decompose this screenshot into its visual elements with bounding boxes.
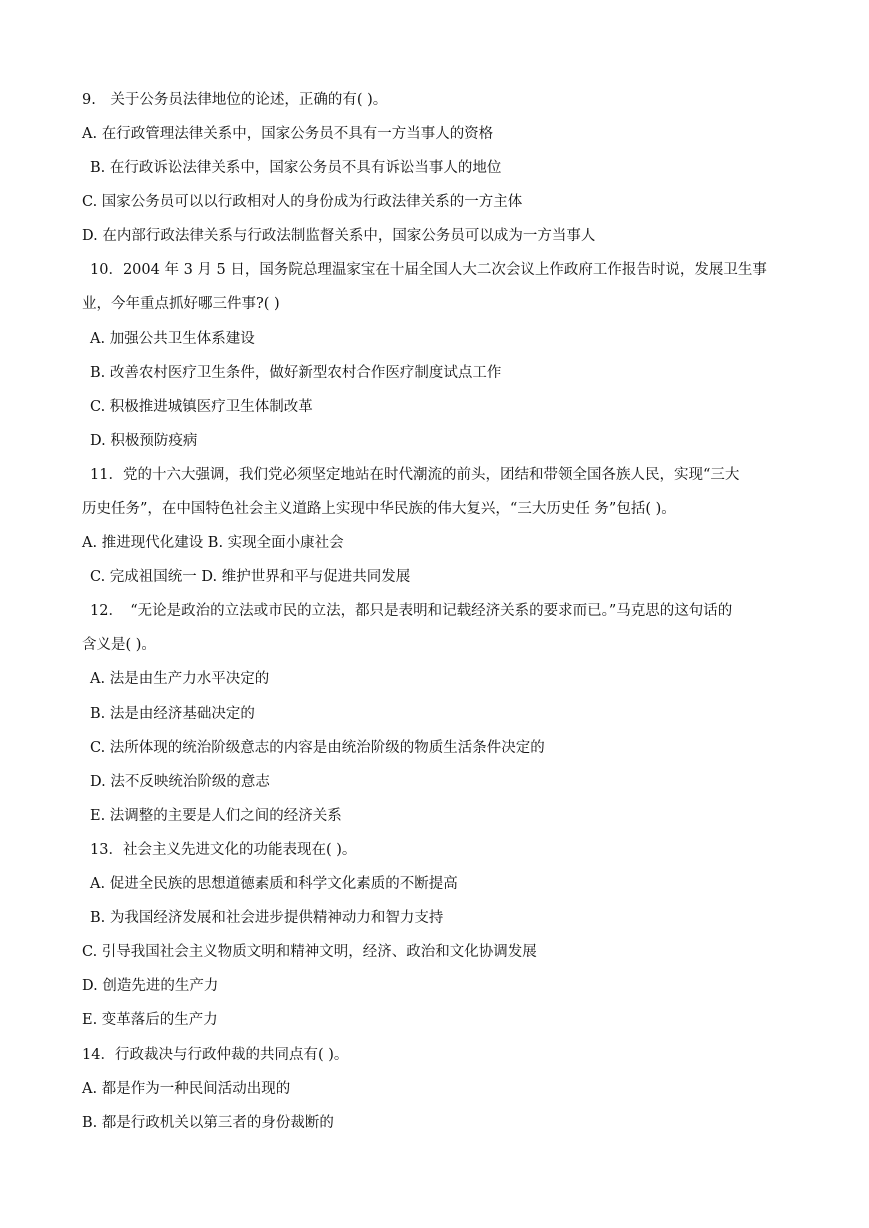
question-12-option-d: D. 法不反映统治阶级的意志	[90, 774, 270, 790]
question-13-option-a: A. 促进全民族的思想道德素质和科学文化素质的不断提高	[90, 876, 458, 892]
question-9-option-d: D. 在内部行政法律关系与行政法制监督关系中，国家公务员可以成为一方当事人	[82, 228, 596, 244]
question-12-option-c: C. 法所体现的统治阶级意志的内容是由统治阶级的物质生活条件决定的	[90, 740, 545, 756]
question-10-option-c: C. 积极推进城镇医疗卫生体制改革	[90, 399, 313, 415]
question-10-option-d: D. 积极预防疫病	[90, 433, 198, 449]
question-12-option-e: E. 法调整的主要是人们之间的经济关系	[90, 808, 342, 824]
question-10-option-a: A. 加强公共卫生体系建设	[90, 331, 255, 347]
question-12-option-b: B. 法是由经济基础决定的	[90, 706, 255, 722]
question-11-stem-line-2: 历史任务”，在中国特色社会主义道路上实现中华民族的伟大复兴，“三大历史任 务”包括( )。	[82, 501, 676, 517]
question-9-option-c: C. 国家公务员可以以行政相对人的身份成为行政法律关系的一方主体	[82, 194, 523, 210]
question-12-stem-line-2: 含义是( )。	[82, 637, 156, 653]
question-9-option-a: A. 在行政管理法律关系中，国家公务员不具有一方当事人的资格	[82, 126, 494, 142]
question-11-option-ab: A. 推进现代化建设 B. 实现全面小康社会	[82, 535, 344, 551]
question-11-option-cd: C. 完成祖国统一 D. 维护世界和平与促进共同发展	[90, 569, 411, 585]
question-10-stem-line-1: 10．2004 年 3 月 5 日，国务院总理温家宝在十届全国人大二次会议上作政府工作报告时说，发展卫生事	[90, 262, 767, 278]
question-14-stem: 14．行政裁决与行政仲裁的共同点有( )。	[82, 1047, 349, 1063]
question-10-stem-line-2: 业，今年重点抓好哪三件事?( )	[82, 296, 280, 312]
question-9-option-b: B. 在行政诉讼法律关系中，国家公务员不具有诉讼当事人的地位	[90, 160, 502, 176]
question-14-option-a: A. 都是作为一种民间活动出现的	[82, 1081, 291, 1097]
question-14-option-b: B. 都是行政机关以第三者的身份裁断的	[82, 1115, 334, 1131]
question-11-stem-line-1: 11．党的十六大强调，我们党必须坚定地站在时代潮流的前头，团结和带领全国各族人民，实现“三大	[90, 467, 740, 483]
question-13-option-c: C. 引导我国社会主义物质文明和精神文明，经济、政治和文化协调发展	[82, 944, 537, 960]
question-13-option-e: E. 变革落后的生产力	[82, 1012, 218, 1028]
question-12-stem-line-1: 12． “无论是政治的立法或市民的立法，都只是表明和记载经济关系的要求而已。”马克思的这句话的	[90, 603, 733, 619]
question-10-option-b: B. 改善农村医疗卫生条件，做好新型农村合作医疗制度试点工作	[90, 365, 502, 381]
question-12-option-a: A. 法是由生产力水平决定的	[90, 671, 270, 687]
question-13-option-b: B. 为我国经济发展和社会进步提供精神动力和智力支持	[90, 910, 444, 926]
question-13-stem: 13．社会主义先进文化的功能表现在( )。	[90, 842, 357, 858]
question-13-option-d: D. 创造先进的生产力	[82, 978, 219, 994]
question-9-stem: 9. 关于公务员法律地位的论述，正确的有( )。	[82, 92, 388, 108]
